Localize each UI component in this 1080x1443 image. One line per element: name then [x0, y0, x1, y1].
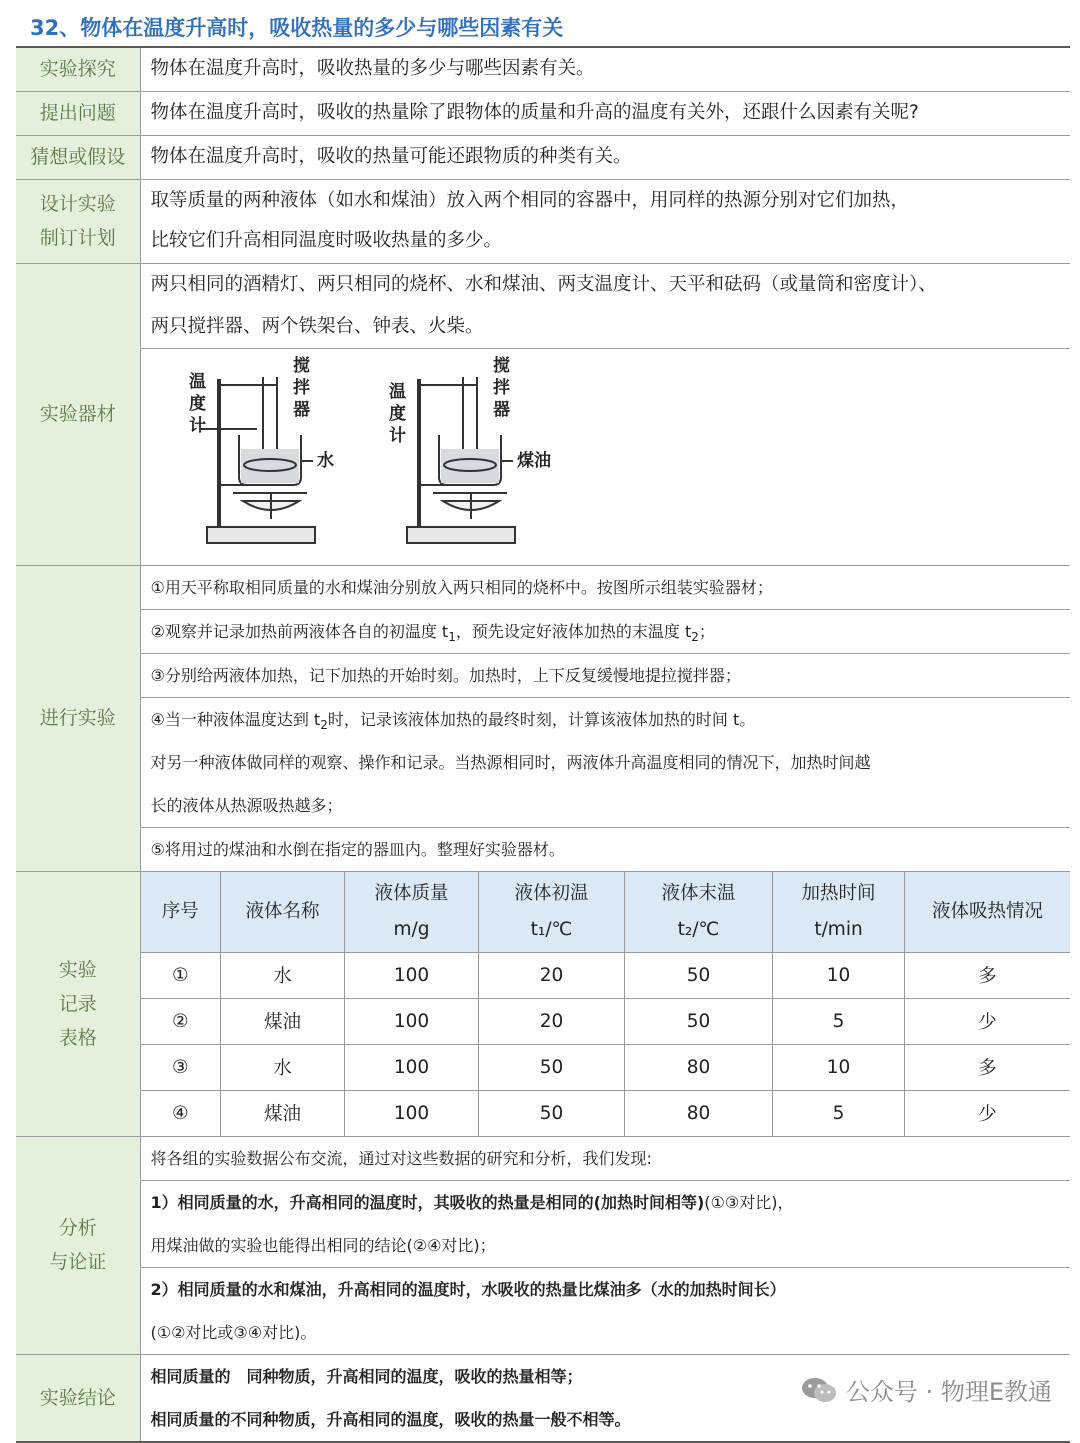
analysis-point-2	[141, 1268, 1071, 1354]
equipment-line2: 两只搅拌器、两个铁架台、钟表、火柴。	[150, 315, 484, 337]
step-4-line3: 长的液体从热源吸热越多；	[150, 795, 343, 815]
row-procedure	[16, 565, 1070, 871]
label-procedure: 进行实验	[16, 565, 140, 871]
step-5-text: ⑤将用过的煤油和水倒在指定的器皿内。整理好实验器材。	[150, 839, 565, 859]
table-row	[141, 998, 1071, 1044]
fig-thermo-left: 温度计	[188, 371, 206, 436]
table-cell: 水	[221, 1044, 345, 1090]
table-cell: 5	[773, 1090, 905, 1136]
conclusion-line1: 相同质量的 同种物质，升高相同的温度，吸收的热量相等；	[150, 1366, 583, 1386]
table-cell: 100	[345, 998, 479, 1044]
label-design-line2: 制订计划	[39, 227, 116, 249]
label-record-line2: 记录	[58, 992, 97, 1015]
table-cell: 80	[625, 1044, 773, 1090]
step-4-line1	[151, 698, 1061, 741]
text-question: 物体在温度升高时，吸收的热量除了跟物体的质量和升高的温度有关外，还跟什么因素有关呢?	[140, 91, 1070, 135]
experiment-table	[16, 46, 1070, 1443]
step-2	[141, 610, 1071, 654]
table-cell: 100	[345, 1044, 479, 1090]
fig-stirrer-right: 搅拌器	[492, 355, 510, 420]
step-3-text: ③分别给两液体加热，记下加热的开始时刻。加热时，上下反复缓慢地提拉搅拌器；	[150, 665, 741, 685]
label-design-line1: 设计实验	[39, 193, 116, 215]
label-analysis-line1: 分析	[58, 1217, 97, 1239]
label-analysis-line2: 与论证	[49, 1251, 107, 1273]
table-row	[141, 952, 1071, 998]
page-title: 32、物体在温度升高时，吸收热量的多少与哪些因素有关	[30, 16, 564, 40]
header-cell: 液体末温 t₂/℃	[625, 872, 773, 953]
label-record	[16, 871, 140, 1136]
step-4-part-b: 时，记录该液体加热的最终时刻，计算该液体加热的时间 t。	[327, 709, 756, 729]
label-equipment: 实验器材	[16, 263, 140, 565]
analysis-line2-rest: (①③对比)，	[704, 1192, 794, 1212]
analysis-intro	[141, 1137, 1071, 1181]
table-cell: 多	[905, 952, 1071, 998]
step-4-line2: 对另一种液体做同样的观察、操作和记录。当热源相同时，两液体升高温度相同的情况下，加热时间越	[150, 752, 871, 772]
analysis-content	[140, 1136, 1070, 1354]
table-cell: ④	[171, 1102, 189, 1124]
row-explore	[16, 47, 1070, 91]
design-line1: 取等质量的两种液体（如水和煤油）放入两个相同的容器中，用同样的热源分别对它们加热，	[150, 190, 910, 211]
label-conclusion: 实验结论	[16, 1354, 140, 1442]
table-cell: 水	[221, 952, 345, 998]
row-analysis	[16, 1136, 1070, 1354]
table-row	[141, 1090, 1071, 1136]
label-question: 提出问题	[16, 91, 140, 135]
header-cell: 序号	[141, 872, 221, 953]
step-2-sub2: 2	[691, 629, 699, 644]
table-cell: 50	[625, 998, 773, 1044]
equipment-content	[140, 263, 1070, 565]
fig-kerosene-label: 煤油	[516, 450, 551, 471]
step-2-part-c: ；	[698, 621, 715, 641]
analysis-line3: 用煤油做的实验也能得出相同的结论(②④对比)；	[150, 1235, 496, 1255]
table-cell: 50	[625, 952, 773, 998]
equipment-line1: 两只相同的酒精灯、两只相同的烧杯、水和煤油、两支温度计、天平和砝码（或量筒和密度计）、	[150, 273, 937, 295]
record-content	[140, 871, 1070, 1136]
record-table	[141, 872, 1071, 1136]
step-2-text	[151, 610, 1061, 653]
apparatus-illustration	[181, 349, 601, 565]
apparatus-figure	[141, 349, 1071, 565]
label-design	[16, 179, 140, 263]
fig-stirrer-left: 搅拌器	[292, 355, 310, 420]
step-5	[141, 828, 1071, 871]
step-3	[141, 654, 1071, 698]
table-row	[141, 1044, 1071, 1090]
record-header-row	[141, 872, 1071, 953]
fig-thermo-right: 温度计	[388, 381, 406, 446]
table-cell: 50	[479, 1044, 625, 1090]
table-cell: 10	[773, 952, 905, 998]
table-cell: 20	[479, 998, 625, 1044]
analysis-line2-bold: 1）相同质量的水，升高相同的温度时，其吸收的热量是相同的(加热时间相等)	[150, 1192, 705, 1212]
header-cell: 液体初温 t₁/℃	[479, 872, 625, 953]
step-2-sub1: 1	[448, 629, 456, 644]
text-design	[140, 179, 1070, 263]
watermark-text: 公众号 · 物理E教通	[845, 1378, 1052, 1406]
fig-water-label: 水	[316, 450, 334, 471]
table-cell: ①	[141, 952, 221, 998]
conclusion-line2: 相同质量的不同种物质，升高相同的温度，吸收的热量一般不相等。	[150, 1409, 631, 1429]
text-hypothesis: 物体在温度升高时，吸收的热量可能还跟物质的种类有关。	[140, 135, 1070, 179]
label-record-line1: 实验	[58, 958, 97, 981]
table-cell: 5	[773, 998, 905, 1044]
step-2-part-a: ②观察并记录加热前两液体各自的初温度 t	[150, 621, 449, 641]
table-cell: 50	[479, 1090, 625, 1136]
header-cell: 液体名称	[221, 872, 345, 953]
procedure-content	[140, 565, 1070, 871]
row-hypothesis	[16, 135, 1070, 179]
design-line2: 比较它们升高相同温度时吸收热量的多少。	[150, 230, 503, 251]
row-equipment	[16, 263, 1070, 565]
row-question	[16, 91, 1070, 135]
analysis-line5: (①②对比或③④对比)。	[150, 1322, 317, 1342]
table-cell: 少	[905, 1090, 1071, 1136]
step-4-part-a: ④当一种液体温度达到 t	[150, 709, 321, 729]
row-design	[16, 179, 1070, 263]
table-cell: 10	[773, 1044, 905, 1090]
table-cell: 煤油	[221, 998, 345, 1044]
step-1-text: ①用天平称取相同质量的水和煤油分别放入两只相同的烧杯中。按图所示组装实验器材；	[150, 577, 773, 597]
table-cell: 100	[345, 1090, 479, 1136]
table-cell: ③	[141, 1044, 221, 1090]
analysis-point-1	[141, 1181, 1071, 1268]
step-4-sub: 2	[320, 717, 328, 732]
header-cell: 加热时间 t/min	[773, 872, 905, 953]
wechat-icon	[800, 1375, 838, 1405]
label-explore: 实验探究	[16, 47, 140, 91]
row-record	[16, 871, 1070, 1136]
step-4	[141, 698, 1071, 828]
table-cell: 多	[905, 1044, 1071, 1090]
analysis-line4: 2）相同质量的水和煤油，升高相同的温度时，水吸收的热量比煤油多（水的加热时间长）	[150, 1279, 786, 1299]
text-explore: 物体在温度升高时，吸收热量的多少与哪些因素有关。	[140, 47, 1070, 91]
analysis-line2	[151, 1181, 1061, 1224]
watermark	[800, 1372, 1052, 1407]
header-cell: 液体吸热情况	[905, 872, 1071, 953]
step-1	[141, 566, 1071, 610]
equipment-list	[141, 264, 1071, 349]
table-cell: 煤油	[221, 1090, 345, 1136]
table-cell: 20	[479, 952, 625, 998]
table-cell: 100	[345, 952, 479, 998]
header-cell: 液体质量 m/g	[345, 872, 479, 953]
table-cell: 80	[625, 1090, 773, 1136]
label-record-line3: 表格	[58, 1026, 97, 1049]
label-analysis	[16, 1136, 140, 1354]
table-cell: 少	[905, 998, 1071, 1044]
step-2-part-b: ，预先设定好液体加热的末温度 t	[455, 621, 692, 641]
label-hypothesis: 猜想或假设	[16, 135, 140, 179]
analysis-line1: 将各组的实验数据公布交流，通过对这些数据的研究和分析，我们发现:	[150, 1148, 652, 1168]
table-cell: ②	[141, 998, 221, 1044]
